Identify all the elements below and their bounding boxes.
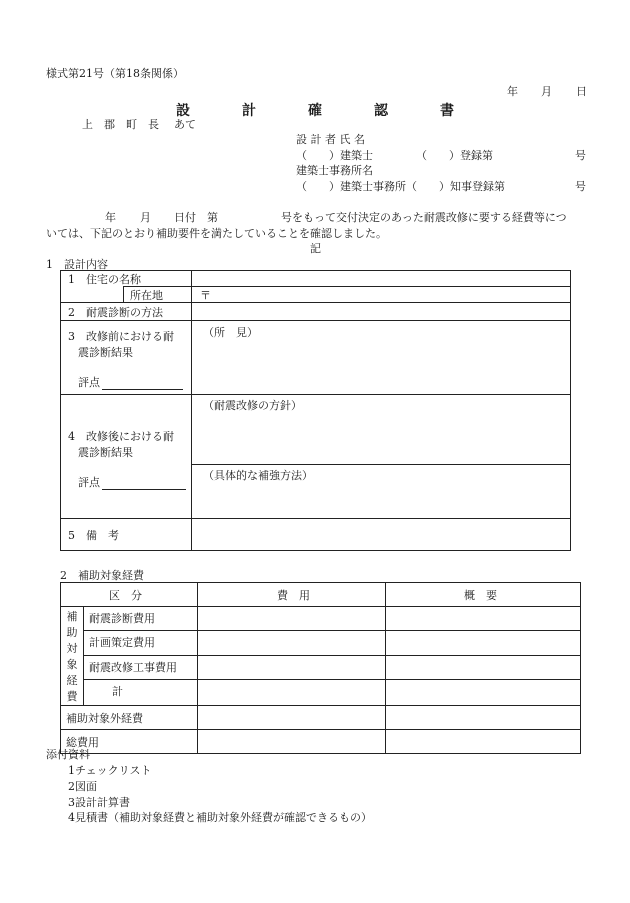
before-result-line1: 3 改修前における耐 (68, 330, 174, 343)
method-label-cell (61, 303, 192, 321)
location-label-cell (124, 287, 192, 303)
section2-heading: 2 補助対象経費 (60, 569, 144, 582)
total-cost-label: 総費用 (66, 736, 99, 749)
body-text-line2: いては、下記のとおり補助要件を満たしていることを確認しました。 (46, 227, 387, 240)
method-label: 2 耐震診断の方法 (68, 306, 163, 319)
total-cost-summary[interactable] (386, 730, 581, 754)
title-char: 認 (374, 103, 388, 119)
vertical-char: 経 (66, 674, 78, 687)
date-month-label: 月 (541, 85, 552, 98)
date-year-label: 年 (507, 85, 518, 98)
vertical-char: 対 (66, 642, 78, 655)
subtotal-label-cell (84, 680, 198, 706)
before-result-line2: 震診断結果 (78, 346, 133, 359)
retrofit-cost-value[interactable] (198, 655, 386, 679)
after-score-label: 評点 (78, 476, 100, 489)
attachment-item: 3設計計算書 (68, 796, 130, 809)
reinforcement-label: （具体的な補強方法） (203, 469, 313, 482)
outside-cost-label-cell (61, 706, 198, 730)
header-summary: 概 要 (464, 589, 497, 602)
opinion-cell[interactable] (192, 321, 571, 395)
plan-cost-value[interactable] (198, 631, 386, 655)
form-id: 様式第21号（第18条関係） (46, 67, 184, 80)
addressee-honorific: あて (174, 118, 196, 131)
outside-cost-label: 補助対象外経費 (66, 712, 143, 725)
vertical-char: 助 (66, 626, 78, 639)
vertical-char: 費 (66, 690, 78, 703)
plan-cost-summary[interactable] (386, 631, 581, 655)
diagnosis-cost-label-cell (84, 607, 198, 631)
body-month: 月 (140, 211, 151, 224)
designer-registration: （ ）登録第 (416, 149, 493, 162)
title-char: 計 (242, 103, 256, 119)
location-value-cell[interactable] (192, 287, 571, 303)
attachments-heading: 添付資料 (46, 748, 90, 761)
house-name-label-cell (61, 271, 192, 287)
diagnosis-cost-summary[interactable] (386, 607, 581, 631)
after-result-line2: 震診断結果 (78, 446, 133, 459)
diagnosis-cost-label: 耐震診断費用 (89, 612, 155, 625)
after-score-line[interactable] (102, 489, 186, 490)
section1-heading: 1 設計内容 (46, 258, 108, 271)
subtotal-value[interactable] (198, 680, 386, 706)
location-label: 所在地 (130, 289, 163, 302)
header-summary-cell (386, 583, 581, 607)
office-type: （ ）建築士事務所（ ）知事登録第 (296, 180, 505, 193)
postal-mark: 〒 (200, 289, 211, 302)
before-result-label-cell (61, 321, 192, 395)
title-char: 書 (440, 103, 454, 119)
method-value-cell[interactable] (192, 303, 571, 321)
vertical-char: 象 (66, 658, 78, 671)
addressee-town: 上 郡 町 長 (82, 118, 159, 131)
remarks-label-cell (61, 519, 192, 551)
before-score-label: 評点 (78, 376, 100, 389)
reinforcement-cell[interactable] (192, 465, 571, 519)
header-category: 区 分 (109, 589, 142, 602)
header-cost-cell (198, 583, 386, 607)
subtotal-label: 計 (112, 685, 123, 699)
outside-cost-summary[interactable] (386, 706, 581, 730)
body-day-no: 日付 第 (174, 211, 218, 224)
designer-architect: （ ）建築士 (296, 149, 373, 162)
designer-name-label: 設 計 者 氏 名 (296, 133, 365, 146)
date-day-label: 日 (576, 85, 587, 98)
office-number-suffix: 号 (575, 180, 586, 193)
subtotal-summary[interactable] (386, 680, 581, 706)
design-content-table (60, 270, 571, 551)
attachment-item: 1チェックリスト (68, 764, 152, 777)
after-result-label-cell (61, 395, 192, 519)
plan-cost-label: 計画策定費用 (89, 636, 155, 650)
policy-cell[interactable] (192, 395, 571, 465)
retrofit-cost-label: 耐震改修工事費用 (89, 660, 177, 674)
title-char: 確 (308, 103, 322, 119)
office-name-label: 建築士事務所名 (296, 164, 373, 177)
after-result-line1: 4 改修後における耐 (68, 430, 174, 443)
house-name-label: 1 住宅の名称 (68, 273, 141, 286)
vertical-char: 補 (66, 610, 78, 623)
ki-label: 記 (310, 242, 321, 255)
house-name-value-cell[interactable] (192, 271, 571, 287)
retrofit-cost-label-cell (84, 655, 198, 679)
body-text-line1: 号をもって交付決定のあった耐震改修に要する経費等につ (281, 211, 567, 224)
remarks-value-cell[interactable] (192, 519, 571, 551)
before-score-line[interactable] (102, 389, 183, 390)
attachment-item: 2図面 (68, 780, 97, 793)
cost-table (60, 582, 581, 754)
outside-cost-value[interactable] (198, 706, 386, 730)
total-cost-value[interactable] (198, 730, 386, 754)
retrofit-cost-summary[interactable] (386, 655, 581, 679)
header-cost: 費 用 (277, 589, 310, 602)
opinion-label: （所 見） (203, 326, 258, 339)
plan-cost-label-cell (84, 631, 198, 655)
designer-number-suffix: 号 (575, 149, 586, 162)
diagnosis-cost-value[interactable] (198, 607, 386, 631)
title-char: 設 (176, 103, 190, 119)
header-category-cell (61, 583, 198, 607)
body-year: 年 (105, 211, 116, 224)
location-spacer-cell (61, 287, 124, 303)
remarks-label: 5 備 考 (68, 529, 119, 542)
attachment-item: 4見積書（補助対象経費と補助対象外経費が確認できるもの） (68, 811, 372, 824)
policy-label: （耐震改修の方針） (203, 399, 302, 412)
subsidy-vertical-label (61, 607, 84, 706)
